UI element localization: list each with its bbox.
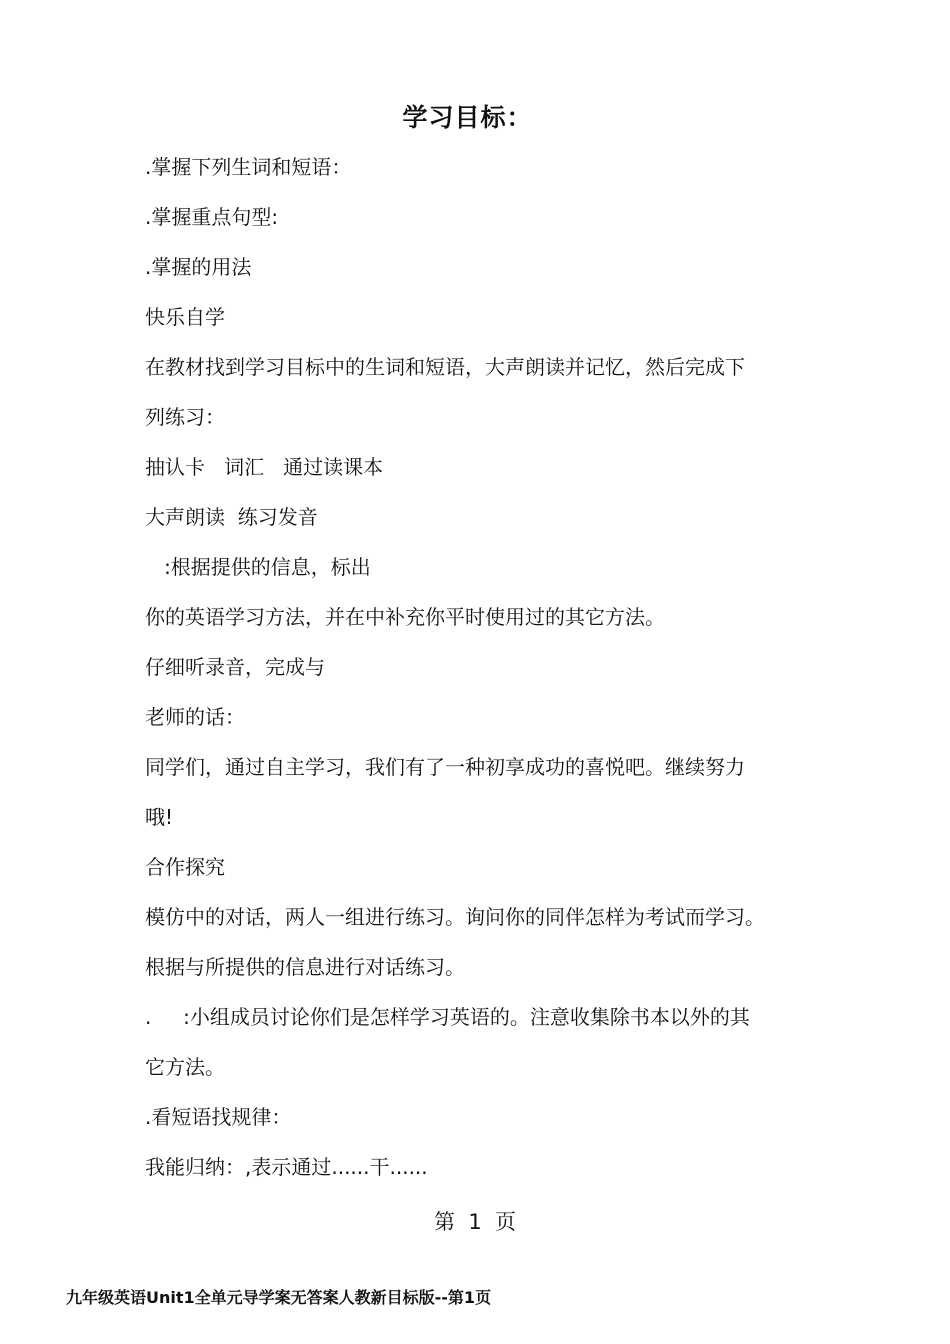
text-line: 仔细听录音，完成与 [145,655,325,679]
footer-caption: 九年级英语Unit1全单元导学案无答案人教新目标版--第1页 [66,1288,492,1307]
text-line: 在教材找到学习目标中的生词和短语，大声朗读并记忆，然后完成下 [145,355,745,379]
text-line: 它方法。 [145,1055,225,1079]
document-title: 学习目标： [402,103,533,132]
text-line: . :小组成员讨论你们是怎样学习英语的。注意收集除书本以外的其 [145,1005,750,1029]
text-line: 我能归纳：,表示通过......干...... [145,1155,428,1179]
text-line: 模仿中的对话，两人一组进行练习。询问你的同伴怎样为考试而学习。 [145,905,765,929]
text-line: 大声朗读 练习发音 [145,505,318,529]
text-line: 根据与所提供的信息进行对话练习。 [145,955,465,979]
text-line: 你的英语学习方法，并在中补充你平时使用过的其它方法。 [145,605,665,629]
section-heading: 合作探究 [145,855,225,879]
text-line: .看短语找规律： [145,1105,292,1129]
text-line: .掌握重点句型: [145,205,279,229]
text-line: .掌握的用法 [145,255,252,279]
text-line: 列练习： [145,405,225,429]
text-line: .掌握下列生词和短语： [145,155,352,179]
section-heading: 老师的话： [145,705,245,729]
text-line: :根据提供的信息，标出 [145,555,371,579]
text-line: 同学们，通过自主学习，我们有了一种初享成功的喜悦吧。继续努力 [145,755,745,779]
section-heading: 快乐自学 [145,305,225,329]
page-number: 第 1 页 [433,1210,517,1234]
document-body [145,142,825,1192]
text-line: 抽认卡 词汇 通过读课本 [145,455,384,479]
text-line: 哦! [145,805,174,829]
